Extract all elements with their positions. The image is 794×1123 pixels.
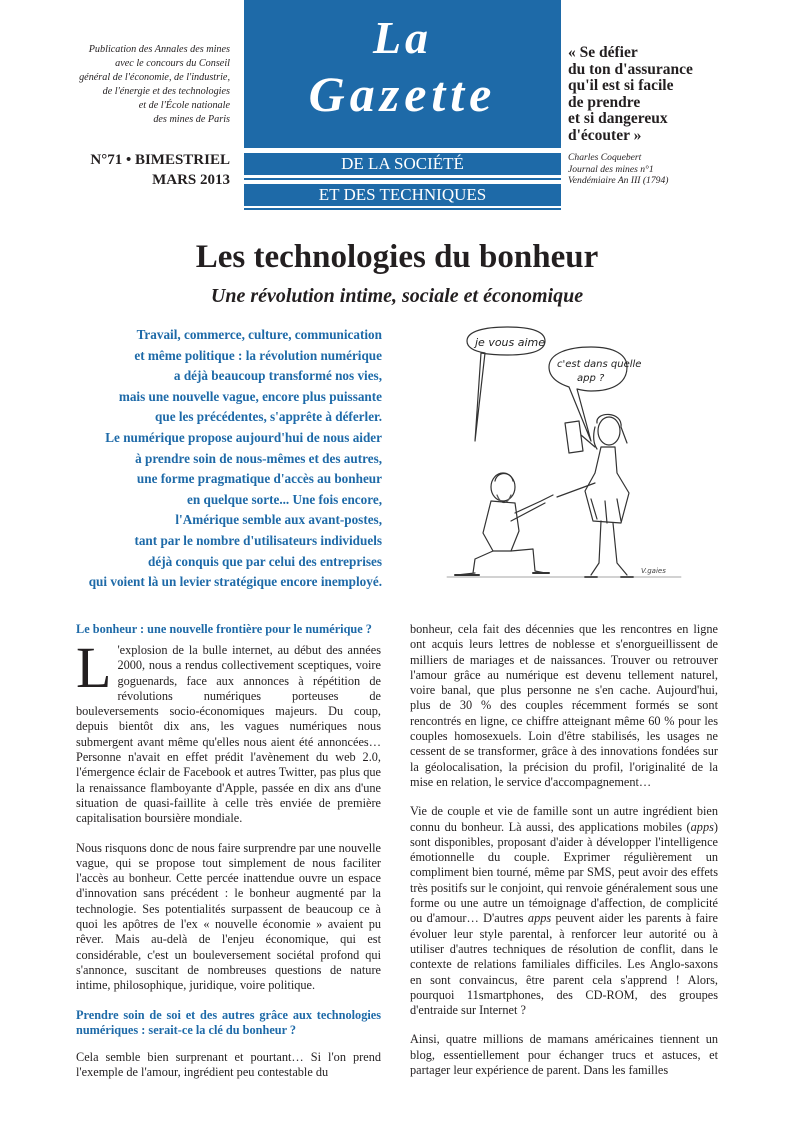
publication-info bbox=[52, 43, 230, 127]
woman-head bbox=[598, 417, 620, 445]
quote-line: « Se défier bbox=[568, 44, 638, 61]
intro-line: une forme pragmatique d'accès au bonheur bbox=[136, 471, 382, 487]
article-column-2 bbox=[410, 622, 718, 1092]
quote-line: de prendre bbox=[568, 93, 641, 111]
quote-line: du ton d'assurance bbox=[568, 60, 693, 78]
intro-line: a déjà beaucoup transformé nos vies, bbox=[173, 368, 382, 384]
masthead-band-society: DE LA SOCIÉTÉ bbox=[244, 153, 561, 175]
quote-attribution bbox=[568, 152, 778, 187]
bubble-text-2a: c'est dans quelle bbox=[557, 359, 642, 370]
man-legs bbox=[457, 549, 545, 575]
phone bbox=[565, 421, 583, 453]
bubble-text-2b: app ? bbox=[577, 373, 605, 384]
intro-line: en quelque sorte... Une fois encore, bbox=[187, 491, 382, 507]
woman-body bbox=[585, 447, 629, 523]
intro-line: déjà conquis que par celui des entreprises bbox=[148, 553, 382, 569]
masthead-divider bbox=[244, 178, 561, 180]
attribution-line: Journal des mines n°1 bbox=[568, 163, 654, 175]
paragraph: Nous risquons donc de nous faire surprendre par une nouvelle vague, qui se propose tout simplement de nous faciliter l'accès au bonheur. Cette percée inattendue ouvre un espace d'innovation sans précédent : le bonheur augmenté par la technologie. Ses potentialités surpassent de beaucoup ce à quoi les apôtres de l'ex « nouvelle économie » avaient pu rêver. Mais au-delà de l'enjeu économique, qui est considérable, c'est un bouleversement sociétal profond qui s'annonce, suscitant de nombreuses questions de nature intime, philosophique, juridique, voire politique. bbox=[76, 840, 381, 993]
publication-info-line: et de l'École nationale bbox=[138, 100, 230, 111]
attribution-line: Charles Coquebert bbox=[568, 152, 642, 163]
man-body bbox=[483, 501, 519, 551]
drop-cap: L bbox=[76, 635, 112, 700]
intro-line: que les précédentes, s'apprête à déferler. bbox=[155, 409, 382, 425]
section-heading: Le bonheur : une nouvelle frontière pour le numérique ? bbox=[76, 622, 372, 636]
intro-line: qui voient là un levier stratégique encore inemployé. bbox=[88, 574, 382, 590]
intro-line: mais une nouvelle vague, encore plus puissante bbox=[118, 388, 382, 404]
intro-line: et même politique : la révolution numérique bbox=[134, 347, 382, 363]
woman-legs bbox=[591, 521, 627, 575]
article-title: Les technologies du bonheur bbox=[195, 239, 599, 275]
artist-signature: V.gaies bbox=[641, 567, 666, 575]
masthead-la: La bbox=[372, 12, 433, 63]
attribution-line: Vendémiaire An III (1794) bbox=[568, 175, 669, 186]
issue-date: MARS 2013 bbox=[152, 172, 230, 188]
quote-line: d'écouter » bbox=[568, 126, 642, 144]
paragraph: Ainsi, quatre millions de mamans américaines tiennent un blog, essentiellement pour échanger trucs et astuces, et partager leur expérience de parent. Dans les familles bbox=[410, 1032, 718, 1078]
article-intro bbox=[78, 325, 382, 593]
paragraph-text: Vie de couple et vie de famille sont un autre ingrédient bien connu du bonheur. Là aussi, des applications mobiles ( bbox=[410, 804, 718, 834]
intro-line: Le numérique propose aujourd'hui de nous aider bbox=[105, 429, 382, 445]
quote-line: et si dangereux bbox=[568, 110, 668, 127]
paragraph-text: peuvent aider les parents à faire évoluer leur style parental, à renforcer leur autorité ou à utiliser d'autres techniques de résolution de conflit, dans le contexte de relations familiales difficiles. Les Anglo-saxons en sont convaincus, être parent cela s'apprend ! Alors, pourquoi 11smartphones, des CD-ROM, des groupes d'entraide sur Internet ? bbox=[410, 911, 718, 1018]
issue-info bbox=[52, 150, 230, 190]
emphasis: apps bbox=[527, 911, 552, 926]
publication-info-line: Publication des Annales des mines bbox=[88, 44, 230, 55]
publication-info-line: de l'énergie et des technologies bbox=[102, 86, 230, 97]
quote-line: qu'il est si facile bbox=[568, 77, 674, 94]
paragraph bbox=[76, 635, 381, 827]
publication-info-line: des mines de Paris bbox=[153, 114, 230, 125]
paragraph: Cela semble bien surprenant et pourtant… Si l'on prend l'exemple de l'amour, ingrédient peu contestable du bbox=[76, 1049, 381, 1079]
article-column-1 bbox=[76, 622, 381, 1094]
intro-line: tant par le nombre d'utilisateurs individuels bbox=[134, 532, 382, 548]
paragraph-text: 'explosion de la bulle internet, au début des années 2000, nous a rendus collectivement sceptiques, voire goguenards, face aux annonces à répétition de révolutions numériques porteuses de bouleversements socio-économiques majeurs. Du coup, depuis bientôt dix ans, les vagues numériques nous submergent avant même qu'elles nous aient été annoncées… Personne n'avait en effet prédit l'avènement du web 2.0, l'émergence éclair de Facebook et autres Twitter, pas plus que la renaissance flamboyante d'Apple, passée en dix ans d'une situation de quasi-faillite à celle très enviée de première capitalisation boursière mondiale. bbox=[76, 643, 381, 826]
paragraph bbox=[410, 804, 718, 1018]
cartoon-illustration bbox=[445, 323, 685, 585]
masthead-band-techniques: ET DES TECHNIQUES bbox=[244, 184, 561, 206]
article-subtitle: Une révolution intime, sociale et économique bbox=[210, 285, 584, 307]
intro-line: à prendre soin de nous-mêmes et des autres, bbox=[135, 450, 382, 466]
publication-info-line: général de l'économie, de l'industrie, bbox=[79, 72, 230, 83]
paragraph-text: ) sont disponibles, proposant d'aider à développer l'intelligence émotionnelle du couple. Exprimer régulièrement un compliment bien tourné, même par SMS, peut avoir des effets très positifs sur le conjoint, qui renvoie généralement sous une forme ou une autre un témoignage d'affection, de complicité ou d'amour… D'autres bbox=[410, 819, 718, 926]
epigraph-quote bbox=[568, 45, 768, 144]
issue-number: N°71 • BIMESTRIEL bbox=[90, 152, 230, 168]
bubble-text-1: je vous aime bbox=[475, 336, 546, 349]
masthead-divider bbox=[244, 208, 561, 210]
masthead-gazette: Gazette bbox=[308, 66, 497, 122]
publication-info-line: avec le concours du Conseil bbox=[115, 58, 230, 69]
masthead-logo bbox=[244, 0, 561, 148]
intro-line: l'Amérique semble aux avant-postes, bbox=[175, 512, 382, 528]
intro-line: Travail, commerce, culture, communication bbox=[136, 327, 382, 342]
section-heading: Prendre soin de soi et des autres grâce aux technologies numériques : serait-ce la clé du bonheur ? bbox=[76, 1007, 381, 1037]
emphasis: apps bbox=[690, 819, 714, 834]
paragraph: bonheur, cela fait des décennies que les rencontres en ligne ont acquis leurs lettres de noblesse et s'enorgueillissent de milliers de mariages et de naissances. Trouver ou retrouver l'amour grâce au numérique est devenu tellement naturel, voire banal, que plus personne ne s'en cache. Aujourd'hui, plus de 30 % des couples récemment formés se sont rencontrés en ligne, ce chiffre atteignant même 60 % pour les couples homosexuels. Loin d'être stabilisés, les usages ne cessent de se transformer, grâce à des innovations fondées sur la géolocalisation, la précision du profil, l'originalité de la mise en relation, le service d'accompagnement… bbox=[410, 622, 718, 789]
